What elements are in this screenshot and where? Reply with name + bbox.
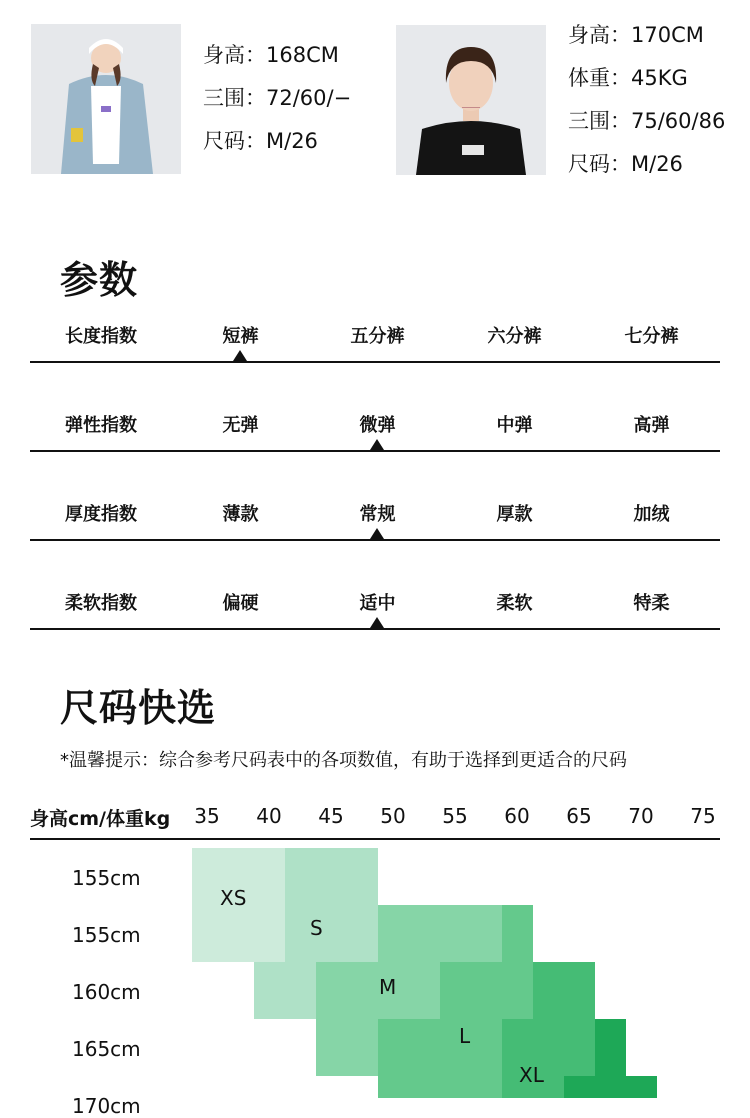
selected-marker-icon [370, 439, 384, 450]
param-row [30, 363, 720, 452]
param-option[interactable]: 短裤 [222, 326, 259, 347]
param-label: 柔软指数 [65, 593, 137, 614]
weight-tick: 55 [442, 804, 468, 828]
model-section [0, 0, 750, 200]
model-2-stats [568, 14, 725, 186]
param-option[interactable]: 五分裤 [350, 326, 405, 347]
model-1-measurements: 三围：72/60/− [203, 86, 352, 110]
param-option[interactable]: 七分裤 [624, 326, 679, 347]
param-option[interactable]: 加绒 [633, 504, 670, 525]
param-option[interactable]: 薄款 [222, 504, 259, 525]
size-label: M [379, 975, 397, 999]
size-tip: *温馨提示：综合参考尺码表中的各项数值，有助于选择到更适合的尺码 [60, 750, 627, 771]
height-label: 155cm [72, 866, 141, 890]
model-1-image [31, 24, 181, 174]
param-option[interactable]: 偏硬 [222, 593, 259, 614]
param-option[interactable]: 厚款 [496, 504, 533, 525]
param-option[interactable]: 中弹 [496, 415, 533, 436]
weight-tick: 65 [566, 804, 592, 828]
param-row [30, 541, 720, 630]
model-2-measurements: 三围：75/60/86 [568, 109, 726, 133]
size-region [595, 1019, 626, 1076]
weight-tick: 60 [504, 804, 530, 828]
param-option[interactable]: 无弹 [222, 415, 259, 436]
model-1-size: 尺码：M/26 [203, 129, 318, 153]
axis-title: 身高cm/体重kg [30, 808, 171, 830]
size-region [440, 962, 533, 1019]
model-2-image [396, 25, 546, 175]
param-row [30, 274, 720, 363]
size-label: XS [220, 886, 247, 910]
height-label: 160cm [72, 980, 141, 1004]
param-label: 厚度指数 [65, 504, 137, 525]
size-label: XL [519, 1063, 544, 1087]
model-2-height: 身高：170CM [568, 23, 704, 47]
model-2-size: 尺码：M/26 [568, 152, 683, 176]
weight-tick: 35 [194, 804, 220, 828]
param-option[interactable]: 适中 [359, 593, 396, 614]
model-2-weight: 体重：45KG [568, 66, 688, 90]
param-option[interactable]: 高弹 [633, 415, 670, 436]
size-region [378, 905, 502, 962]
weight-tick: 40 [256, 804, 282, 828]
height-label: 165cm [72, 1037, 141, 1061]
size-region [285, 848, 378, 962]
model-photo-2 [396, 25, 546, 175]
row-divider [30, 628, 720, 630]
model-1-stats [203, 34, 351, 163]
params-title: 参数 [60, 258, 139, 302]
param-row [30, 452, 720, 541]
size-label: S [310, 916, 323, 940]
weight-tick: 50 [380, 804, 406, 828]
size-region [564, 1076, 657, 1098]
height-label: 155cm [72, 923, 141, 947]
height-label: 170cm [72, 1094, 141, 1118]
size-label: L [459, 1024, 471, 1048]
selected-marker-icon [370, 617, 384, 628]
size-region [533, 962, 595, 1019]
param-option[interactable]: 微弹 [359, 415, 396, 436]
weight-tick: 75 [690, 804, 716, 828]
param-option[interactable]: 常规 [359, 504, 396, 525]
param-option[interactable]: 六分裤 [487, 326, 542, 347]
size-region [254, 962, 316, 1019]
weight-tick: 70 [628, 804, 654, 828]
selected-marker-icon [233, 350, 247, 361]
size-region [502, 905, 533, 962]
model-1-height: 身高：168CM [203, 43, 339, 67]
param-option[interactable]: 特柔 [633, 593, 670, 614]
param-option[interactable]: 柔软 [496, 593, 533, 614]
weight-tick: 45 [318, 804, 344, 828]
selected-marker-icon [370, 528, 384, 539]
param-label: 长度指数 [65, 326, 137, 347]
size-chart-title: 尺码快选 [60, 686, 217, 730]
param-label: 弹性指数 [65, 415, 137, 436]
size-region [378, 1019, 502, 1098]
model-photo-1 [31, 24, 181, 174]
size-axis [30, 801, 720, 840]
